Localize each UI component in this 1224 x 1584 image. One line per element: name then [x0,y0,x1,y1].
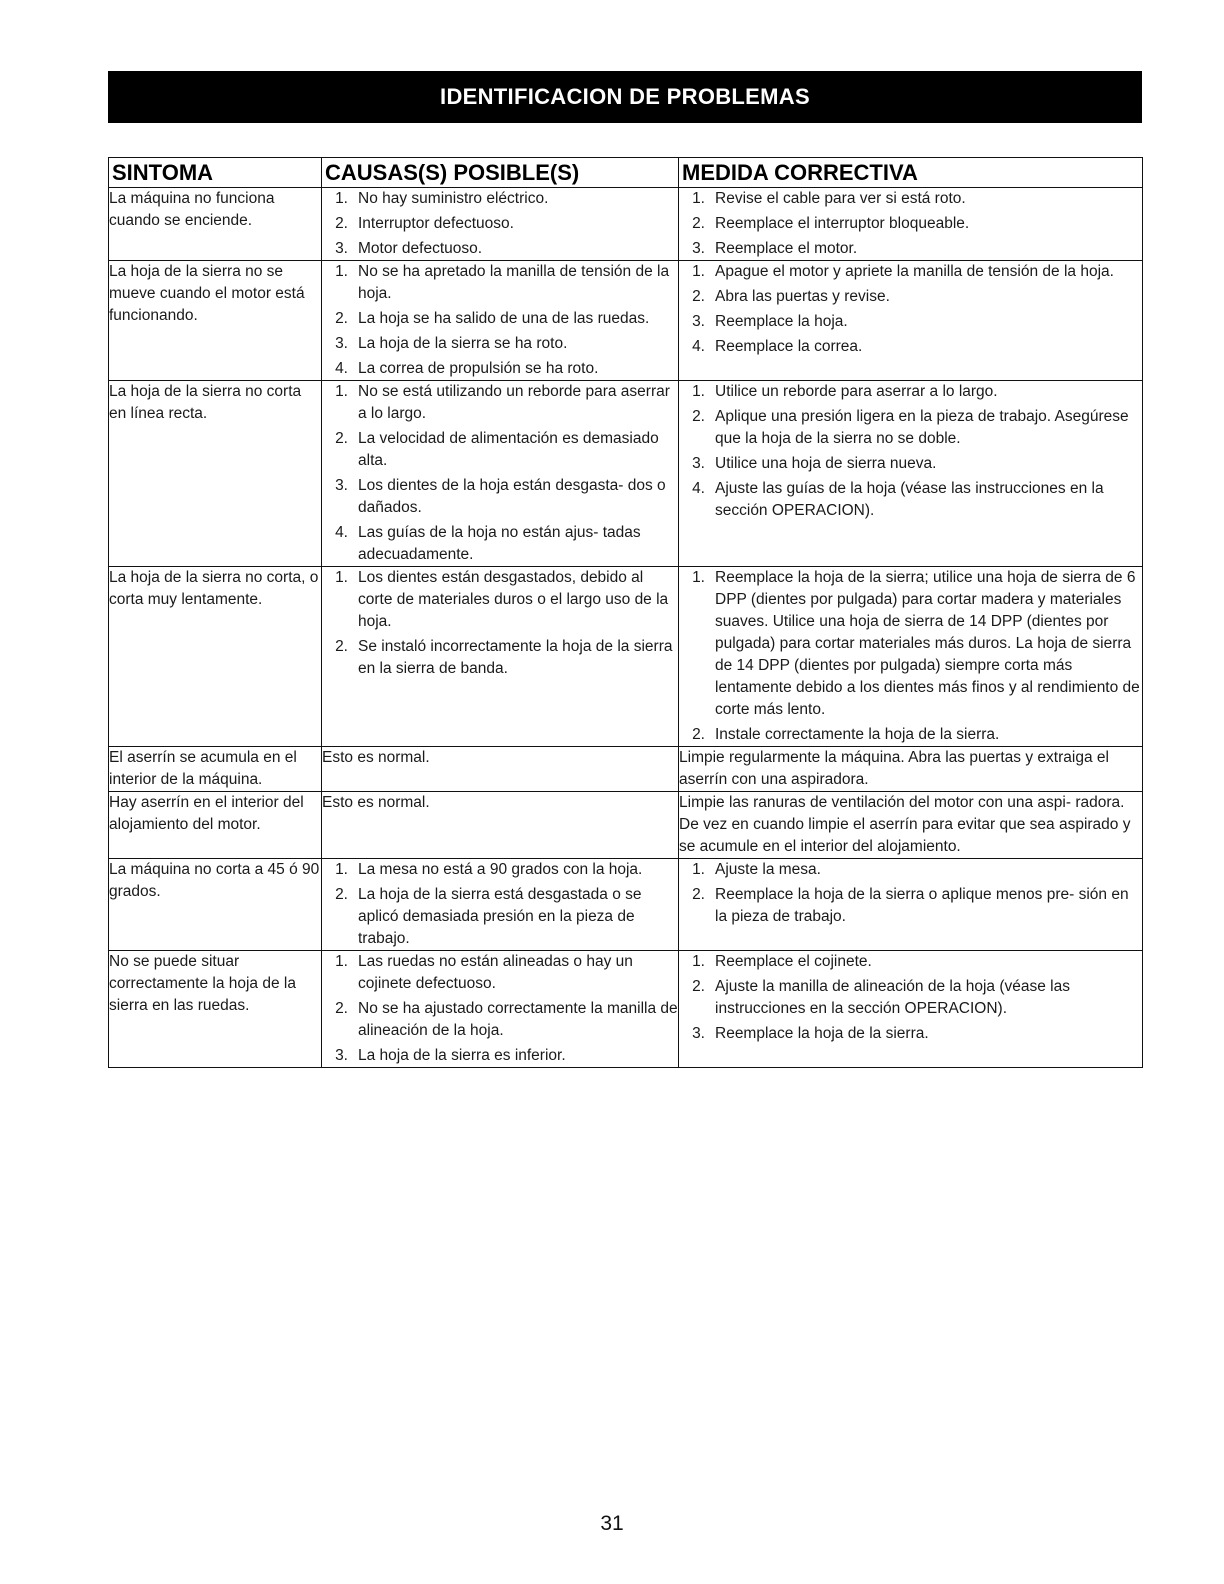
list-item [679,381,1142,403]
item-text: La velocidad de alimentación es demasiado alta. [358,430,659,469]
item-text: La hoja de la sierra es inferior. [358,1047,566,1064]
item-number: 3. [692,240,705,257]
item-text: Reemplace el motor. [715,240,858,257]
list-item [679,286,1142,308]
item-number: 4. [692,480,705,497]
header-sintoma: SINTOMA [109,158,322,188]
item-number: 3. [692,455,705,472]
item-text: Abra las puertas y revise. [715,288,890,305]
list-item [322,381,678,425]
item-text: Utilice un reborde para aserrar a lo largo. [715,383,998,400]
causes-cell: Esto es normal. [322,792,679,859]
table-row [109,188,1143,261]
table-row [109,381,1143,567]
item-number: 1. [335,953,348,970]
symptom-cell: La hoja de la sierra no corta, o corta muy lentamente. [109,567,322,747]
item-text: Las guías de la hoja no están ajus- tadas adecuadamente. [358,524,641,563]
list-item [679,336,1142,358]
item-text: Se instaló incorrectamente la hoja de la sierra en la sierra de banda. [358,638,673,677]
item-number: 1. [335,263,348,280]
item-number: 1. [692,861,705,878]
item-text: Las ruedas no están alineadas o hay un cojinete defectuoso. [358,953,633,992]
table-row [109,859,1143,951]
header-causas: CAUSAS(S) POSIBLE(S) [322,158,679,188]
table-row [109,261,1143,381]
item-text: Reemplace el cojinete. [715,953,872,970]
list-item [679,724,1142,746]
item-text: La correa de propulsión se ha roto. [358,360,599,377]
list-item [322,951,678,995]
item-text: No se está utilizando un reborde para aserrar a lo largo. [358,383,670,422]
causes-cell [322,261,679,381]
item-text: La hoja se ha salido de una de las ruedas. [358,310,650,327]
list-item [322,1045,678,1067]
item-number: 1. [335,383,348,400]
item-text: No hay suministro eléctrico. [358,190,549,207]
list-item [322,475,678,519]
list-item [679,859,1142,881]
item-number: 2. [692,288,705,305]
item-number: 4. [692,338,705,355]
symptom-cell: Hay aserrín en el interior del alojamiento del motor. [109,792,322,859]
item-number: 1. [692,263,705,280]
item-number: 4. [335,524,348,541]
item-number: 2. [692,215,705,232]
item-text: La mesa no está a 90 grados con la hoja. [358,861,643,878]
remedy-cell [679,951,1143,1068]
item-text: Ajuste la mesa. [715,861,821,878]
list-item [679,976,1142,1020]
list-item [679,238,1142,260]
list-item [322,428,678,472]
remedy-cell: Limpie las ranuras de ventilación del motor con una aspi- radora. De vez en cuando limpie el aserrín para evitar que sea aspirado y se acumule en el interior del alojamiento. [679,792,1143,859]
item-number: 2. [692,408,705,425]
troubleshooting-table [108,157,1143,1068]
item-number: 1. [335,861,348,878]
symptom-cell: La máquina no funciona cuando se enciende. [109,188,322,261]
remedy-cell: Limpie regularmente la máquina. Abra las puertas y extraiga el aserrín con una aspiradora. [679,747,1143,792]
item-number: 2. [335,1000,348,1017]
item-text: Reemplace la hoja. [715,313,848,330]
list-item [322,213,678,235]
list-item [679,478,1142,522]
item-number: 2. [335,310,348,327]
item-text: Reemplace la hoja de la sierra. [715,1025,929,1042]
item-number: 3. [335,240,348,257]
item-number: 4. [335,360,348,377]
item-number: 2. [335,430,348,447]
item-number: 1. [335,190,348,207]
remedy-cell [679,381,1143,567]
item-text: Reemplace la hoja de la sierra; utilice una hoja de sierra de 6 DPP (dientes por pulgada) para cortar madera y materiales suaves. Utilice una hoja de sierra de 14 DPP (dientes por pulgada) para cortar materiales más duros. La hoja de sierra de 14 DPP (dientes por pulgada) siempre corta más lentamente debido a los dientes más finos y al rendimiento de corte más lento. [715,569,1140,718]
item-text: Ajuste las guías de la hoja (véase las instrucciones en la sección OPERACION). [715,480,1104,519]
item-text: Reemplace el interruptor bloqueable. [715,215,970,232]
list-item [322,998,678,1042]
table-row [109,951,1143,1068]
list-item [322,636,678,680]
item-text: Utilice una hoja de sierra nueva. [715,455,937,472]
page-number: 31 [600,1512,624,1535]
table-row [109,747,1143,792]
item-number: 2. [692,726,705,743]
item-text: Interruptor defectuoso. [358,215,514,232]
remedy-cell [679,261,1143,381]
causes-cell [322,951,679,1068]
item-text: No se ha apretado la manilla de tensión de la hoja. [358,263,670,302]
section-banner [108,71,1142,123]
item-number: 2. [692,886,705,903]
list-item [322,188,678,210]
item-number: 3. [692,313,705,330]
item-number: 3. [335,1047,348,1064]
item-text: Reemplace la correa. [715,338,863,355]
table-header-row [109,158,1143,188]
causes-cell [322,188,679,261]
remedy-cell [679,188,1143,261]
item-text: La hoja de la sierra está desgastada o se aplicó demasiada presión en la pieza de trabajo. [358,886,642,947]
list-item [322,859,678,881]
table-row [109,567,1143,747]
list-item [322,333,678,355]
list-item [679,1023,1142,1045]
item-number: 3. [335,335,348,352]
causes-cell [322,567,679,747]
item-text: Motor defectuoso. [358,240,483,257]
item-text: Instale correctamente la hoja de la sierra. [715,726,1000,743]
list-item [679,188,1142,210]
item-text: Aplique una presión ligera en la pieza de trabajo. Asegúrese que la hoja de la sierra no se doble. [715,408,1129,447]
list-item [679,884,1142,928]
item-text: Ajuste la manilla de alineación de la hoja (véase las instrucciones en la sección OPERACION). [715,978,1070,1017]
item-number: 1. [692,569,705,586]
item-text: Apague el motor y apriete la manilla de tensión de la hoja. [715,263,1114,280]
item-number: 1. [692,383,705,400]
list-item [679,406,1142,450]
item-text: Los dientes están desgastados, debido al corte de materiales duros o el largo uso de la hoja. [358,569,669,630]
table-body [109,188,1143,1068]
symptom-cell: El aserrín se acumula en el interior de la máquina. [109,747,322,792]
item-number: 2. [335,215,348,232]
item-number: 1. [335,569,348,586]
list-item [322,884,678,950]
symptom-cell: La hoja de la sierra no corta en línea recta. [109,381,322,567]
remedy-cell [679,567,1143,747]
table-row [109,792,1143,859]
item-text: Revise el cable para ver si está roto. [715,190,966,207]
item-number: 2. [692,978,705,995]
item-number: 2. [335,638,348,655]
symptom-cell: La hoja de la sierra no se mueve cuando el motor está funcionando. [109,261,322,381]
list-item [322,522,678,566]
list-item [679,261,1142,283]
item-number: 3. [335,477,348,494]
symptom-cell: No se puede situar correctamente la hoja de la sierra en las ruedas. [109,951,322,1068]
list-item [322,358,678,380]
item-text: La hoja de la sierra se ha roto. [358,335,568,352]
item-text: No se ha ajustado correctamente la manilla de alineación de la hoja. [358,1000,678,1039]
remedy-cell [679,859,1143,951]
list-item [679,311,1142,333]
causes-cell [322,859,679,951]
list-item [322,308,678,330]
item-number: 3. [692,1025,705,1042]
item-text: Reemplace la hoja de la sierra o aplique menos pre- sión en la pieza de trabajo. [715,886,1129,925]
section-title: IDENTIFICACION DE PROBLEMAS [440,84,810,109]
causes-cell [322,381,679,567]
list-item [679,567,1142,721]
causes-cell: Esto es normal. [322,747,679,792]
item-number: 1. [692,190,705,207]
item-number: 1. [692,953,705,970]
list-item [322,567,678,633]
item-number: 2. [335,886,348,903]
item-text: Los dientes de la hoja están desgasta- dos o dañados. [358,477,666,516]
list-item [322,261,678,305]
symptom-cell: La máquina no corta a 45 ó 90 grados. [109,859,322,951]
list-item [679,213,1142,235]
list-item [679,453,1142,475]
list-item [679,951,1142,973]
header-medida: MEDIDA CORRECTIVA [679,158,1143,188]
list-item [322,238,678,260]
